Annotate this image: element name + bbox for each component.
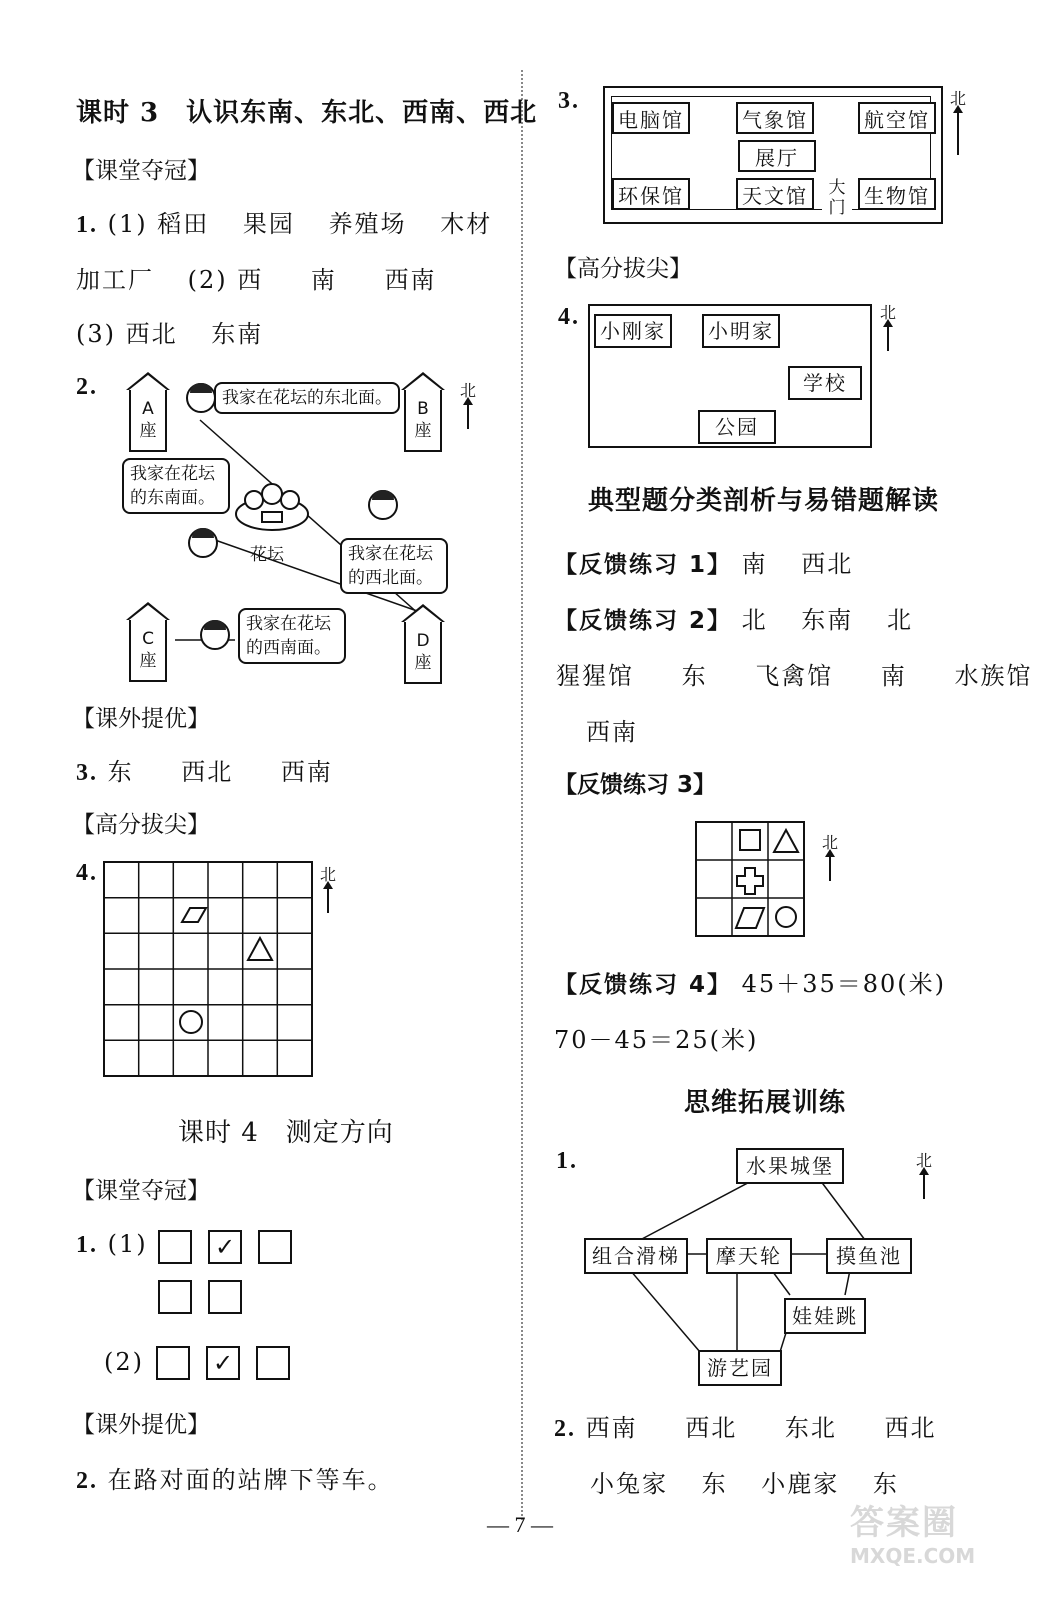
checkbox-checked: ✓ [208, 1230, 242, 1264]
feedback3-north-indicator: 北 [822, 830, 838, 881]
roof-a [126, 372, 170, 390]
checkbox-checked: ✓ [206, 1346, 240, 1380]
triangle-shape [248, 938, 272, 960]
checkbox [258, 1230, 292, 1264]
checkbox [208, 1280, 242, 1314]
answer-item: 小鹿家 [761, 1470, 840, 1498]
feedback2-line [554, 600, 913, 635]
answer-item: 东 [681, 662, 708, 690]
circle-shape [180, 1011, 202, 1033]
page-number: — 7 — [487, 1512, 553, 1537]
roof-b [401, 372, 445, 390]
q1-part1: (1) [107, 210, 148, 238]
answer-item: 西北 [125, 320, 178, 348]
place-fishing-pool: 摸鱼池 [826, 1238, 912, 1274]
answer-item: 南 [741, 550, 768, 578]
child-a [186, 383, 216, 413]
roof-d [401, 604, 445, 622]
answer-item: 稻田 [157, 210, 210, 238]
answer-item: 北 [741, 606, 768, 634]
q3-line [76, 752, 333, 787]
checkbox [156, 1346, 190, 1380]
column-divider [521, 70, 523, 1520]
answer-item: 西北 [685, 1414, 738, 1442]
r-q3-north-indicator: 北 [950, 86, 966, 155]
hall-environment: 环保馆 [612, 178, 690, 210]
answer-item: 东北 [784, 1414, 837, 1442]
place-xiaoming-home: 小明家 [702, 314, 780, 348]
place-amusement-park: 游艺园 [698, 1350, 782, 1386]
speech-bubble-a: 我家在花坛的东北面。 [214, 382, 400, 414]
place-school: 学校 [788, 366, 862, 400]
feedback4-line [554, 964, 946, 999]
r-section-gaofen: 【高分拔尖】 [554, 256, 692, 282]
hall-astronomy: 天文馆 [736, 178, 814, 210]
building-c: C 座 [129, 620, 167, 682]
answer-item: 南 [880, 662, 907, 690]
checkbox [158, 1280, 192, 1314]
t1-north-indicator: 北 [916, 1148, 932, 1199]
building-b: B 座 [404, 390, 442, 452]
child-c [200, 620, 230, 650]
feedback2-line2 [556, 656, 1033, 691]
r-q3-number: 3. [558, 88, 580, 114]
answer-item: 东南 [801, 606, 854, 634]
typical-title: 典型题分类剖析与易错题解读 [588, 486, 940, 516]
answer-item: 西北 [884, 1414, 937, 1442]
answer-item: 小兔家 [590, 1470, 668, 1498]
feedback2-label: 【反馈练习 2】 [554, 608, 733, 634]
child-right [368, 490, 398, 520]
equation-1: 45＋35＝80(米) [741, 970, 946, 998]
lesson3-title: 课时 3 认识东南、东北、西南、西北 [76, 98, 538, 128]
building-d: D 座 [404, 622, 442, 684]
l4-q1-checkboxes-row2 [158, 1280, 258, 1314]
triangle-shape [774, 830, 798, 852]
answer-item: 东 [701, 1470, 728, 1498]
section-ketang: 【课堂夺冠】 [72, 158, 210, 184]
q4-north-indicator: 北 [320, 862, 336, 913]
parallelogram-shape [736, 908, 764, 928]
flower-bed-label: 花坛 [250, 545, 284, 565]
answer-item: 东 [107, 758, 134, 786]
r-q4-north-indicator: 北 [880, 300, 896, 351]
place-ferris-wheel: 摩天轮 [706, 1238, 792, 1274]
q2-number: 2. [76, 374, 98, 400]
q2-sight-lines [0, 0, 520, 700]
speech-bubble-c: 我家在花坛的西南面。 [238, 608, 346, 664]
q4-grid [102, 860, 314, 1078]
main-gate: 大 门 [822, 178, 852, 222]
answer-item: 加工厂 [76, 266, 154, 294]
lesson4-title: 课时 4 测定方向 [178, 1118, 394, 1148]
feedback1-label: 【反馈练习 1】 [554, 552, 733, 578]
place-bounce-house: 娃娃跳 [784, 1298, 866, 1334]
answer-item: 东南 [211, 320, 264, 348]
t2-line1 [554, 1408, 937, 1443]
feedback3-grid [694, 820, 806, 938]
q1-part3: (3) [76, 320, 116, 348]
t2-number: 2. [554, 1416, 576, 1442]
hall-computer: 电脑馆 [612, 102, 690, 134]
answer-item: 北 [886, 606, 913, 634]
q4-number: 4. [76, 860, 98, 886]
section-kewai: 【课外提优】 [72, 706, 210, 732]
l4-q1-part1: (1) [107, 1230, 148, 1258]
hall-exhibition: 展厅 [738, 140, 816, 172]
child-left [188, 528, 218, 558]
answer-item: 水族馆 [954, 662, 1033, 690]
place-combo-slide: 组合滑梯 [584, 1238, 688, 1274]
l4-q1-part2-label: (2) [104, 1348, 144, 1376]
l4-q2-answer: 在路对面的站牌下等车。 [107, 1466, 394, 1494]
answer-item: 木材 [440, 210, 493, 238]
section-ketang-2: 【课堂夺冠】 [72, 1178, 210, 1204]
q3-number: 3. [76, 760, 98, 786]
l4-q1-label [76, 1230, 148, 1259]
roof-c [126, 602, 170, 620]
feedback4-eq2: 70－45＝25(米) [554, 1026, 759, 1054]
place-park: 公园 [698, 410, 776, 444]
section-kewai-2: 【课外提优】 [72, 1412, 210, 1438]
answer-item: 东 [872, 1470, 899, 1498]
r-q4-number: 4. [558, 304, 580, 330]
feedback1-line [554, 544, 853, 579]
answer-item: 飞禽馆 [755, 662, 834, 690]
hall-biology: 生物馆 [858, 178, 936, 210]
l4-q2-number: 2. [76, 1468, 98, 1494]
answer-item: 西北 [801, 550, 854, 578]
hall-aviation: 航空馆 [858, 102, 936, 134]
l4-q1-checkboxes-row1 [158, 1230, 308, 1264]
speech-bubble-right: 我家在花坛的西北面。 [340, 538, 448, 594]
checkbox [256, 1346, 290, 1380]
building-a: A 座 [129, 390, 167, 452]
answer-item: 猩猩馆 [556, 662, 634, 690]
answer-item: 西南 [384, 266, 437, 294]
q1-part2: (2) [187, 266, 228, 294]
cross-shape [737, 868, 763, 894]
answer-item: 西南 [585, 1414, 638, 1442]
t1-number: 1. [556, 1148, 578, 1174]
feedback4-label: 【反馈练习 4】 [554, 972, 733, 998]
place-xiaogang-home: 小刚家 [594, 314, 672, 348]
q1-number: 1. [76, 212, 98, 238]
thinking-title: 思维拓展训练 [684, 1088, 847, 1118]
answer-item: 果园 [242, 210, 295, 238]
hall-weather: 气象馆 [736, 102, 814, 134]
square-shape [740, 830, 760, 850]
section-gaofen: 【高分拔尖】 [72, 812, 210, 838]
answer-item: 西南 [280, 758, 333, 786]
answer-item: 西北 [181, 758, 234, 786]
answer-item: 西 [237, 266, 264, 294]
parallelogram-shape [182, 908, 206, 922]
flower-bed-icon [232, 478, 312, 534]
feedback2-line3: 西南 [586, 718, 638, 746]
answer-item: 养殖场 [328, 210, 407, 238]
checkbox [158, 1230, 192, 1264]
l4-q1-number: 1. [76, 1232, 98, 1258]
t2-line2 [590, 1464, 899, 1499]
north-indicator: 北 [460, 378, 476, 429]
l4-q1-checkboxes-row3 [156, 1346, 306, 1380]
circle-shape [776, 907, 796, 927]
speech-bubble-left: 我家在花坛的东南面。 [122, 458, 230, 514]
answer-item: 南 [310, 266, 337, 294]
feedback3-label: 【反馈练习 3】 [554, 772, 717, 798]
l4-q2-line [76, 1460, 394, 1495]
watermark: 答案圈 MXQE.COM [850, 1503, 976, 1568]
place-fruit-castle: 水果城堡 [736, 1148, 844, 1184]
